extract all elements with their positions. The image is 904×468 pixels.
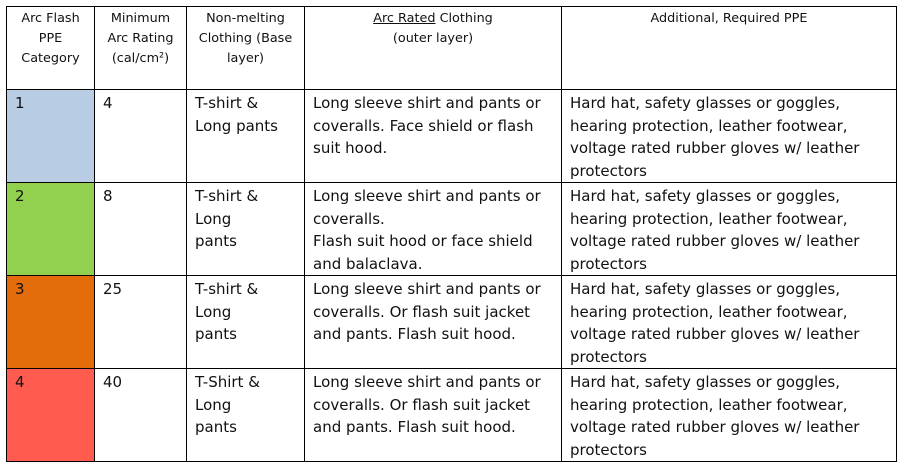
category-value: 4 (15, 373, 25, 391)
additional-line: protectors (570, 347, 647, 366)
header-category-line: PPE (38, 31, 63, 46)
table-row (7, 183, 897, 276)
additional-line: Hard hat, safety glasses or goggles, (570, 373, 840, 391)
additional-line: hearing protection, leather footwear, (570, 302, 848, 321)
outer-line: and pants. Flash suit hood. (313, 418, 516, 436)
additional-ppe-cell (562, 90, 897, 183)
base-line: T-shirt & (195, 94, 259, 112)
additional-line: voltage rated rubber gloves w/ leather (570, 325, 860, 343)
additional-line: hearing protection, leather footwear, (570, 209, 848, 228)
outer-line: coveralls. Or flash suit jacket (313, 302, 531, 321)
header-base-line: layer) (226, 51, 265, 66)
header-arc-rated-underlined: Arc Rated (373, 11, 436, 26)
outer-layer-cell (305, 276, 562, 369)
category-value: 3 (15, 280, 25, 298)
category-value: 1 (15, 94, 25, 112)
additional-line: protectors (570, 161, 647, 180)
base-layer-cell (187, 369, 305, 462)
header-category-line: Category (21, 51, 80, 66)
header-rating-line: Minimum (110, 11, 171, 26)
additional-ppe-cell (562, 276, 897, 369)
outer-layer-cell (305, 369, 562, 462)
outer-line: coveralls. (313, 209, 385, 228)
base-line: T-shirt & Long (195, 280, 259, 321)
outer-line: coveralls. Or flash suit jacket (313, 395, 531, 414)
outer-line: and balaclava. (313, 254, 423, 273)
header-outer-layer (305, 7, 562, 90)
arc-flash-ppe-table (6, 6, 897, 462)
header-min-rating (95, 7, 187, 90)
additional-line: protectors (570, 254, 647, 273)
category-cell (7, 90, 95, 183)
header-base-layer (187, 7, 305, 90)
category-value: 2 (15, 187, 25, 205)
base-line: pants (195, 232, 237, 250)
header-base-line: Non-melting (206, 11, 285, 26)
table-row (7, 276, 897, 369)
category-cell (7, 369, 95, 462)
outer-line: Long sleeve shirt and pants or (313, 280, 541, 298)
ppe-table-container (6, 6, 896, 462)
table-row (7, 90, 897, 183)
header-category-line: Arc Flash (21, 11, 80, 26)
category-cell (7, 183, 95, 276)
outer-line: Long sleeve shirt and pants or (313, 94, 541, 112)
additional-line: Hard hat, safety glasses or goggles, (570, 94, 840, 112)
outer-line: coveralls. Face shield or flash (313, 116, 534, 135)
header-outer-line1 (308, 9, 558, 29)
base-line: pants (195, 325, 237, 343)
additional-line: hearing protection, leather footwear, (570, 395, 848, 414)
base-layer-cell (187, 276, 305, 369)
rating-cell (95, 90, 187, 183)
base-line: pants (195, 418, 237, 436)
header-additional-line: Additional, Required PPE (650, 11, 808, 26)
header-category (7, 7, 95, 90)
header-clothing-text: Clothing (435, 11, 493, 26)
base-line: Long pants (195, 116, 278, 135)
header-rating-line: (cal/cm²) (111, 51, 170, 66)
rating-value: 40 (103, 373, 123, 391)
base-line: T-Shirt & Long (195, 373, 260, 414)
additional-line: voltage rated rubber gloves w/ leather (570, 232, 860, 250)
header-outer-line2: (outer layer) (392, 31, 474, 46)
additional-line: Hard hat, safety glasses or goggles, (570, 187, 840, 205)
header-base-line: Clothing (Base (198, 31, 293, 46)
additional-line: protectors (570, 440, 647, 459)
outer-line: Long sleeve shirt and pants or (313, 373, 541, 391)
additional-ppe-cell (562, 183, 897, 276)
additional-line: Hard hat, safety glasses or goggles, (570, 280, 840, 298)
rating-value: 8 (103, 187, 113, 205)
outer-line: Long sleeve shirt and pants or (313, 187, 541, 205)
additional-line: voltage rated rubber gloves w/ leather (570, 418, 860, 436)
base-line: T-shirt & Long (195, 187, 259, 228)
outer-line: Flash suit hood or face shield (313, 232, 533, 250)
base-layer-cell (187, 183, 305, 276)
additional-line: voltage rated rubber gloves w/ leather (570, 139, 860, 157)
rating-value: 4 (103, 94, 113, 112)
outer-line: suit hood. (313, 139, 388, 157)
additional-line: hearing protection, leather footwear, (570, 116, 848, 135)
outer-line: and pants. Flash suit hood. (313, 325, 516, 343)
rating-value: 25 (103, 280, 123, 298)
outer-layer-cell (305, 90, 562, 183)
base-layer-cell (187, 90, 305, 183)
outer-layer-cell (305, 183, 562, 276)
rating-cell (95, 183, 187, 276)
header-rating-line: Arc Rating (107, 31, 174, 46)
rating-cell (95, 369, 187, 462)
rating-cell (95, 276, 187, 369)
category-cell (7, 276, 95, 369)
table-row (7, 369, 897, 462)
header-row (7, 7, 897, 90)
header-additional-ppe (562, 7, 897, 90)
additional-ppe-cell (562, 369, 897, 462)
